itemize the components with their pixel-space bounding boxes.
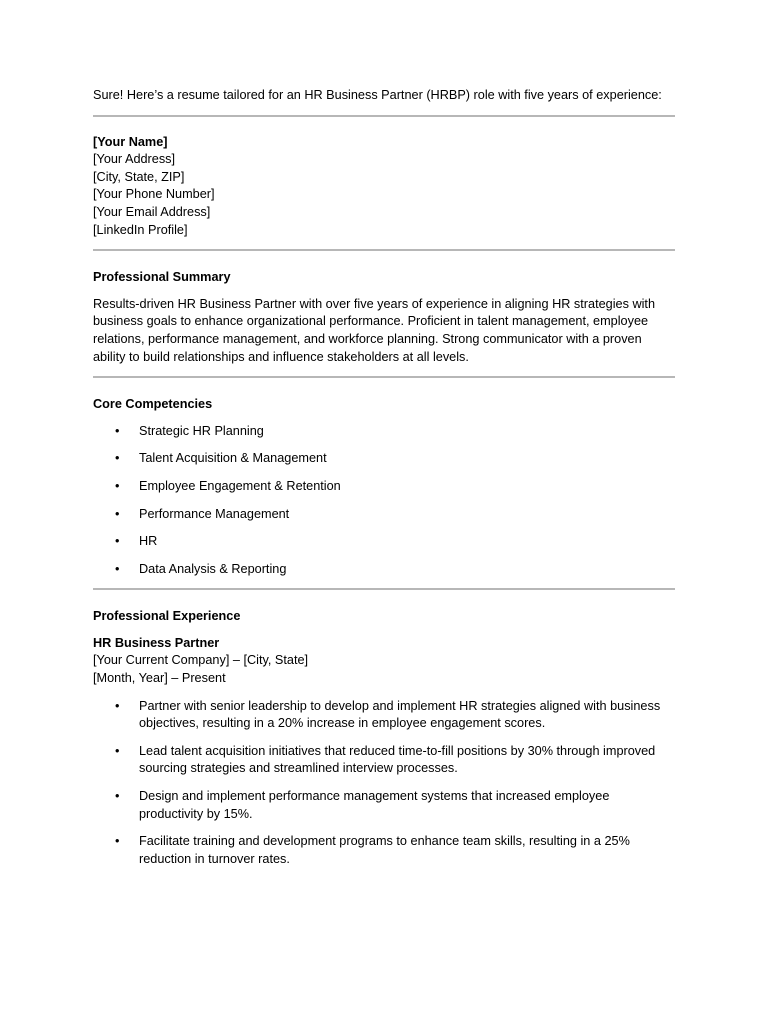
- summary-text: Results-driven HR Business Partner with over five years of experience in aligning HR strategies with business goals to enhance organizational performance. Proficient in talent management, employee relations, performance management, and workforce planning. Strong communicator with a proven ability to build relationships and influence stakeholders at all levels.: [93, 296, 656, 364]
- competencies-list: [93, 423, 675, 579]
- list-item-text: Data Analysis & Reporting: [139, 561, 287, 576]
- bullet-icon: •: [115, 534, 120, 549]
- list-item: [93, 833, 675, 868]
- list-item: [93, 506, 675, 524]
- bullet-icon: •: [115, 743, 120, 758]
- intro-text: Sure! Here’s a resume tailored for an HR Business Partner (HRBP) role with five years of experience:: [93, 88, 662, 102]
- bullet-icon: •: [115, 561, 120, 576]
- list-item-text: Performance Management: [139, 506, 290, 521]
- divider: [93, 249, 675, 251]
- bullet-icon: •: [115, 506, 120, 521]
- contact-linkedin: [LinkedIn Profile]: [93, 222, 188, 237]
- job-company: [Your Current Company] – [City, State]: [93, 653, 309, 668]
- job-block: [93, 635, 675, 688]
- summary-heading: Professional Summary: [93, 270, 231, 285]
- bullet-icon: •: [115, 698, 120, 713]
- list-item-text: Design and implement performance management systems that increased employee productivity by 15%.: [139, 789, 610, 821]
- divider: [93, 588, 675, 590]
- list-item: [93, 423, 675, 441]
- job-title: HR Business Partner: [93, 635, 220, 650]
- list-item-text: Lead talent acquisition initiatives that reduced time-to-fill positions by 30% through improved sourcing strategies and streamlined interview processes.: [139, 743, 656, 776]
- list-item: [93, 788, 675, 823]
- competencies-heading: Core Competencies: [93, 397, 213, 412]
- divider: [93, 376, 675, 378]
- contact-city-state-zip: [City, State, ZIP]: [93, 169, 185, 184]
- list-item: [93, 743, 675, 778]
- contact-address: [Your Address]: [93, 152, 176, 167]
- bullet-icon: •: [115, 423, 120, 438]
- list-item: [93, 561, 675, 579]
- resume-document: [93, 87, 675, 878]
- list-item-text: HR: [139, 534, 158, 549]
- contact-email: [Your Email Address]: [93, 204, 211, 219]
- bullet-icon: •: [115, 478, 120, 493]
- list-item-text: Talent Acquisition & Management: [139, 451, 327, 466]
- experience-list: [93, 698, 675, 869]
- list-item-text: Strategic HR Planning: [139, 423, 264, 438]
- list-item: [93, 450, 675, 468]
- list-item-text: Facilitate training and development programs to enhance team skills, resulting in a 25% reduction in turnover rates.: [139, 834, 630, 866]
- list-item: [93, 533, 675, 551]
- list-item-text: Partner with senior leadership to develop and implement HR strategies aligned with business objectives, resulting in a 20% increase in employee engagement scores.: [139, 698, 661, 731]
- experience-heading: Professional Experience: [93, 609, 241, 624]
- bullet-icon: •: [115, 451, 120, 466]
- bullet-icon: •: [115, 789, 120, 804]
- contact-phone: [Your Phone Number]: [93, 187, 215, 202]
- bullet-icon: •: [115, 834, 120, 849]
- divider: [93, 115, 675, 117]
- list-item: [93, 478, 675, 496]
- list-item: [93, 698, 675, 733]
- contact-name: [Your Name]: [93, 134, 168, 149]
- job-dates: [Month, Year] – Present: [93, 671, 226, 686]
- contact-block: [93, 134, 675, 240]
- list-item-text: Employee Engagement & Retention: [139, 478, 341, 493]
